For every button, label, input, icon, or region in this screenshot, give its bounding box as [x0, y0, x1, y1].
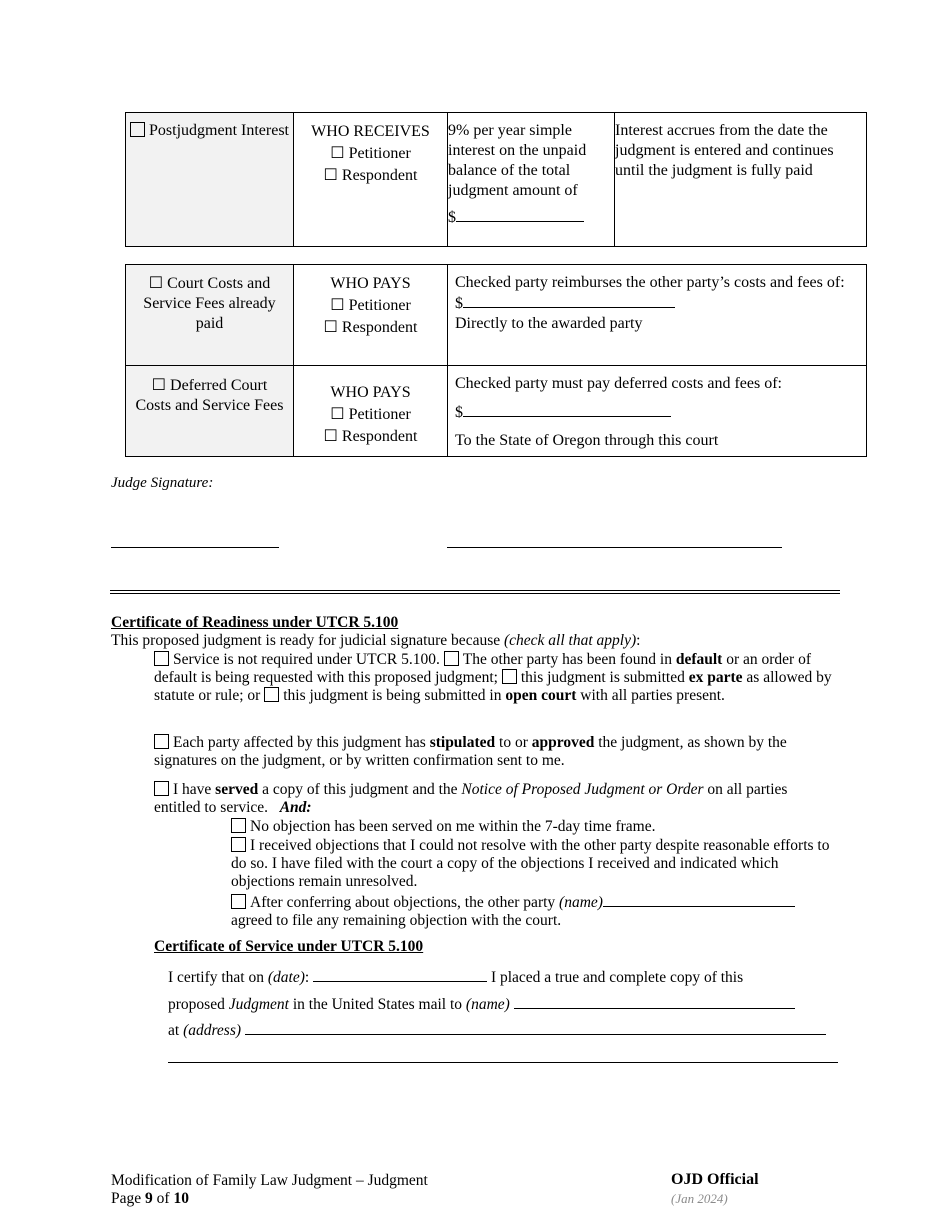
p2-text-e: the judgment, as shown by the signatures on the judgment, or by written confirmation sent to me.: [154, 734, 787, 769]
checkbox-icon[interactable]: ☐: [330, 297, 345, 314]
dollar-sign: $: [448, 209, 456, 226]
p3-served-bold: served: [215, 781, 259, 798]
open-court-checkbox[interactable]: [264, 687, 279, 702]
service-l2-c: in the United States mail to: [288, 996, 466, 1013]
checkbox-icon[interactable]: ☐: [151, 377, 167, 394]
deferred-label-cell: [126, 366, 294, 457]
deferred-respondent-label: Respondent: [341, 428, 418, 445]
footer-page-number: [111, 1190, 189, 1208]
service-not-required-checkbox[interactable]: [154, 651, 169, 666]
section-divider: [110, 593, 840, 594]
deferred-petitioner-label: Petitioner: [348, 406, 411, 423]
court-costs-text-cell: [448, 265, 867, 366]
footer-page-total: 10: [173, 1190, 189, 1207]
p3-notice-italic: Notice of Proposed Judgment or Order: [461, 781, 704, 798]
sub3-name-italic: (name): [559, 894, 603, 911]
service-date-italic: (date): [267, 969, 305, 986]
service-l1-a: I certify that on: [168, 969, 268, 986]
deferred-amount-field[interactable]: [463, 402, 671, 417]
dollar-sign: $: [455, 295, 463, 312]
postjudgment-label: Postjudgment Interest: [149, 122, 289, 139]
p3-and-label: And:: [279, 799, 312, 816]
judge-signature-line[interactable]: [447, 547, 782, 548]
deferred-who-cell: [294, 366, 448, 457]
court-costs-petitioner-label: Petitioner: [348, 297, 411, 314]
service-l3-a: at: [168, 1022, 184, 1039]
readiness-title: Certificate of Readiness under UTCR 5.100: [111, 614, 399, 631]
p2-stipulated-bold: stipulated: [429, 734, 496, 751]
p1-text-d: this judgment is submitted: [520, 669, 689, 686]
p1-text-c: or an order of default is being requested with this proposed judgment;: [154, 651, 811, 686]
service-line-2: [168, 994, 795, 1014]
p2-text-a: Each party affected by this judgment has: [173, 734, 430, 751]
readiness-intro-text: This proposed judgment is ready for judicial signature because: [111, 632, 504, 649]
no-objection-checkbox[interactable]: [231, 818, 246, 833]
service-l1-c: :: [304, 969, 310, 986]
service-address-field[interactable]: [245, 1020, 826, 1035]
served-checkbox[interactable]: [154, 781, 169, 796]
sub1-text: No objection has been served on me within the 7-day time frame.: [250, 818, 656, 835]
footer-official: OJD Official: [671, 1171, 759, 1188]
service-name-italic: (name): [465, 996, 510, 1013]
readiness-intro: [111, 632, 640, 650]
postjudgment-who-header: WHO RECEIVES: [311, 123, 430, 140]
checkbox-icon[interactable]: ☐: [323, 319, 338, 336]
readiness-sub-1: [231, 818, 836, 836]
postjudgment-rate-text: 9% per year simple interest on the unpaid balance of the total judgment amount of: [448, 122, 587, 199]
p3-text-e: on all parties entitled to service.: [154, 781, 788, 816]
p1-ex-parte-bold: ex parte: [688, 669, 743, 686]
postjudgment-accrual-text: Interest accrues from the date the judgment is entered and continues until the judgment is fully paid: [615, 122, 834, 179]
postjudgment-label-cell: [126, 113, 294, 247]
service-address-line-2[interactable]: [168, 1062, 838, 1063]
service-date-field[interactable]: [313, 967, 487, 982]
p2-approved-bold: approved: [531, 734, 595, 751]
court-costs-table: [125, 264, 867, 457]
postjudgment-who-cell: [294, 113, 448, 247]
court-costs-label: Court Costs and Service Fees already paid: [143, 275, 276, 332]
postjudgment-petitioner-label: Petitioner: [348, 145, 411, 162]
court-costs-who-cell: [294, 265, 448, 366]
p1-text-b: The other party has been found in: [462, 651, 676, 668]
service-title: Certificate of Service under UTCR 5.100: [154, 938, 424, 955]
postjudgment-rate-cell: [448, 113, 615, 247]
service-address-italic: (address): [183, 1022, 242, 1039]
objections-received-checkbox[interactable]: [231, 837, 246, 852]
readiness-sub-3: [231, 892, 841, 930]
service-judgment-italic: Judgment: [228, 996, 289, 1013]
service-name-field[interactable]: [514, 994, 795, 1009]
deferred-label: Deferred Court Costs and Service Fees: [135, 377, 284, 414]
footer-date: (Jan 2024): [671, 1191, 728, 1206]
service-line-3: [168, 1020, 826, 1040]
judge-signature-label: Judge Signature:: [111, 475, 214, 491]
postjudgment-checkbox[interactable]: [130, 122, 145, 137]
stipulated-checkbox[interactable]: [154, 734, 169, 749]
service-l1-d: I placed a true and complete copy of this: [490, 969, 744, 986]
deferred-text2: To the State of Oregon through this court: [455, 432, 719, 449]
sub2-text: I received objections that I could not resolve with the other party despite reasonable efforts to do so. I have filed with the court a copy of the objections I received and indicated which objections remain unresolved.: [231, 837, 830, 890]
footer-page-of: of: [152, 1190, 174, 1207]
default-checkbox[interactable]: [444, 651, 459, 666]
p1-text-f: this judgment is being submitted in: [283, 687, 506, 704]
footer-page-prefix: Page: [111, 1190, 146, 1207]
readiness-paragraph-3: [154, 781, 834, 817]
readiness-paragraph-2: [154, 734, 834, 770]
readiness-sub-2: [231, 837, 836, 891]
postjudgment-interest-table: [125, 112, 867, 247]
court-costs-who-header: WHO PAYS: [330, 275, 411, 292]
court-costs-label-cell: [126, 265, 294, 366]
p3-text-a: I have: [173, 781, 216, 798]
postjudgment-respondent-label: Respondent: [341, 167, 418, 184]
readiness-intro-italic: (check all that apply): [504, 632, 637, 649]
p1-open-court-bold: open court: [505, 687, 577, 704]
judge-date-line[interactable]: [111, 547, 279, 548]
readiness-intro-colon: :: [636, 632, 641, 649]
service-l2-a: proposed: [168, 996, 229, 1013]
checkbox-icon[interactable]: ☐: [148, 275, 164, 292]
court-costs-amount-field[interactable]: [463, 293, 675, 308]
footer-page-num: 9: [145, 1190, 153, 1207]
footer-doc-title: Modification of Family Law Judgment – Judgment: [111, 1172, 428, 1189]
ex-parte-checkbox[interactable]: [502, 669, 517, 684]
checkbox-icon[interactable]: ☐: [330, 145, 345, 162]
p1-text-e: as allowed by statute or rule; or: [154, 669, 832, 704]
dollar-sign: $: [455, 404, 463, 421]
deferred-text-cell: [448, 366, 867, 457]
sub3-text-c: agreed to file any remaining objection with the court.: [231, 912, 562, 929]
checkbox-icon[interactable]: ☐: [323, 428, 338, 445]
checkbox-icon[interactable]: ☐: [330, 406, 345, 423]
court-costs-respondent-label: Respondent: [341, 319, 418, 336]
postjudgment-accrual-cell: [615, 113, 867, 247]
service-line-1: [168, 967, 743, 987]
sub3-text-a: After conferring about objections, the other party: [250, 894, 560, 911]
p1-text-a: Service is not required under UTCR 5.100.: [173, 651, 440, 668]
court-costs-text2: Directly to the awarded party: [455, 315, 643, 332]
conferring-checkbox[interactable]: [231, 894, 246, 909]
deferred-who-header: WHO PAYS: [330, 384, 411, 401]
postjudgment-amount-field[interactable]: [456, 207, 584, 222]
deferred-text1: Checked party must pay deferred costs and fees of:: [455, 375, 782, 392]
section-divider: [110, 590, 840, 591]
p2-text-c: to or: [495, 734, 532, 751]
court-costs-text1: Checked party reimburses the other party’s costs and fees of:: [455, 274, 845, 291]
p1-default-bold: default: [675, 651, 723, 668]
other-party-name-field[interactable]: [603, 892, 795, 907]
readiness-paragraph-1: [154, 651, 834, 705]
p3-text-c: a copy of this judgment and the: [258, 781, 462, 798]
p1-text-g: with all parties present.: [576, 687, 725, 704]
checkbox-icon[interactable]: ☐: [323, 167, 338, 184]
